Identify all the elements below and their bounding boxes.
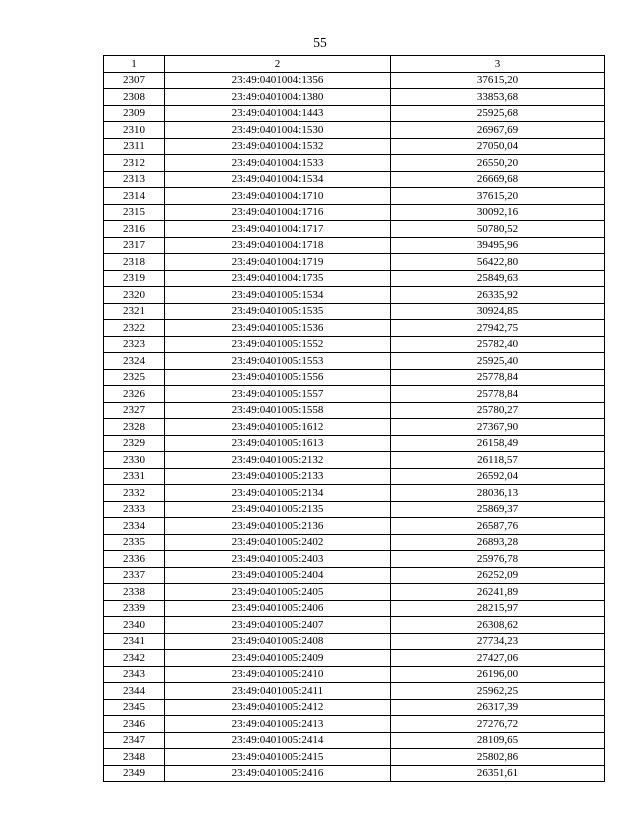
- table-row: [104, 237, 605, 254]
- value-cell: 26550,20: [391, 155, 605, 172]
- value-cell: 25802,86: [391, 749, 605, 766]
- row-number-cell: 2314: [104, 188, 165, 205]
- table-row: [104, 749, 605, 766]
- cadastral-number-cell: 23:49:0401004:1534: [165, 171, 391, 188]
- row-number-cell: 2333: [104, 501, 165, 518]
- value-cell: 37615,20: [391, 188, 605, 205]
- row-number-cell: 2331: [104, 468, 165, 485]
- row-number-cell: 2308: [104, 89, 165, 106]
- table-row: [104, 353, 605, 370]
- table-row: [104, 72, 605, 89]
- row-number-cell: 2311: [104, 138, 165, 155]
- cadastral-number-cell: 23:49:0401004:1710: [165, 188, 391, 205]
- table-row: [104, 452, 605, 469]
- cadastral-number-cell: 23:49:0401004:1443: [165, 105, 391, 122]
- row-number-cell: 2325: [104, 369, 165, 386]
- table-row: [104, 188, 605, 205]
- value-cell: 27427,06: [391, 650, 605, 667]
- table-row: [104, 435, 605, 452]
- table-row: [104, 666, 605, 683]
- value-cell: 26158,49: [391, 435, 605, 452]
- table-row: [104, 386, 605, 403]
- value-cell: 28215,97: [391, 600, 605, 617]
- row-number-cell: 2338: [104, 584, 165, 601]
- cadastral-number-cell: 23:49:0401005:2414: [165, 732, 391, 749]
- value-cell: 26317,39: [391, 699, 605, 716]
- table-row: [104, 699, 605, 716]
- row-number-cell: 2313: [104, 171, 165, 188]
- table-row: [104, 155, 605, 172]
- cadastral-number-cell: 23:49:0401005:2407: [165, 617, 391, 634]
- value-cell: 26196,00: [391, 666, 605, 683]
- cadastral-number-cell: 23:49:0401004:1532: [165, 138, 391, 155]
- cadastral-number-cell: 23:49:0401005:2406: [165, 600, 391, 617]
- cadastral-number-cell: 23:49:0401005:1557: [165, 386, 391, 403]
- cadastral-number-cell: 23:49:0401005:1612: [165, 419, 391, 436]
- cadastral-number-cell: 23:49:0401004:1718: [165, 237, 391, 254]
- row-number-cell: 2343: [104, 666, 165, 683]
- cadastral-number-cell: 23:49:0401005:2411: [165, 683, 391, 700]
- row-number-cell: 2341: [104, 633, 165, 650]
- table-body: [104, 72, 605, 782]
- cadastral-number-cell: 23:49:0401005:1536: [165, 320, 391, 337]
- row-number-cell: 2342: [104, 650, 165, 667]
- cadastral-number-cell: 23:49:0401005:1535: [165, 303, 391, 320]
- value-cell: 27276,72: [391, 716, 605, 733]
- row-number-cell: 2309: [104, 105, 165, 122]
- table-row: [104, 633, 605, 650]
- table-row: [104, 336, 605, 353]
- row-number-cell: 2336: [104, 551, 165, 568]
- row-number-cell: 2328: [104, 419, 165, 436]
- column-header-2: 2: [165, 56, 391, 73]
- value-cell: 26335,92: [391, 287, 605, 304]
- cadastral-number-cell: 23:49:0401004:1380: [165, 89, 391, 106]
- row-number-cell: 2346: [104, 716, 165, 733]
- cadastral-number-cell: 23:49:0401005:2402: [165, 534, 391, 551]
- value-cell: 30092,16: [391, 204, 605, 221]
- table-row: [104, 584, 605, 601]
- cadastral-number-cell: 23:49:0401005:2403: [165, 551, 391, 568]
- row-number-cell: 2317: [104, 237, 165, 254]
- value-cell: 26252,09: [391, 567, 605, 584]
- row-number-cell: 2330: [104, 452, 165, 469]
- table-row: [104, 320, 605, 337]
- cadastral-number-cell: 23:49:0401004:1719: [165, 254, 391, 271]
- row-number-cell: 2315: [104, 204, 165, 221]
- cadastral-number-cell: 23:49:0401005:1613: [165, 435, 391, 452]
- row-number-cell: 2348: [104, 749, 165, 766]
- cadastral-number-cell: 23:49:0401005:2132: [165, 452, 391, 469]
- value-cell: 26308,62: [391, 617, 605, 634]
- row-number-cell: 2337: [104, 567, 165, 584]
- value-cell: 25778,84: [391, 386, 605, 403]
- row-number-cell: 2349: [104, 765, 165, 782]
- value-cell: 26669,68: [391, 171, 605, 188]
- column-header-1: 1: [104, 56, 165, 73]
- row-number-cell: 2316: [104, 221, 165, 238]
- value-cell: 25925,40: [391, 353, 605, 370]
- table-row: [104, 650, 605, 667]
- cadastral-number-cell: 23:49:0401004:1717: [165, 221, 391, 238]
- value-cell: 25782,40: [391, 336, 605, 353]
- table-row: [104, 518, 605, 535]
- table-row: [104, 600, 605, 617]
- cadastral-number-cell: 23:49:0401005:2133: [165, 468, 391, 485]
- cadastral-number-cell: 23:49:0401005:2135: [165, 501, 391, 518]
- row-number-cell: 2324: [104, 353, 165, 370]
- table-header: [104, 56, 605, 73]
- cadastral-number-cell: 23:49:0401004:1533: [165, 155, 391, 172]
- table-row: [104, 105, 605, 122]
- value-cell: 39495,96: [391, 237, 605, 254]
- table-row: [104, 122, 605, 139]
- cadastral-number-cell: 23:49:0401005:2413: [165, 716, 391, 733]
- cadastral-number-cell: 23:49:0401005:1558: [165, 402, 391, 419]
- value-cell: 50780,52: [391, 221, 605, 238]
- row-number-cell: 2344: [104, 683, 165, 700]
- row-number-cell: 2320: [104, 287, 165, 304]
- row-number-cell: 2307: [104, 72, 165, 89]
- table-row: [104, 683, 605, 700]
- table-row: [104, 468, 605, 485]
- cadastral-number-cell: 23:49:0401005:2134: [165, 485, 391, 502]
- cadastral-number-cell: 23:49:0401004:1530: [165, 122, 391, 139]
- value-cell: 25849,63: [391, 270, 605, 287]
- value-cell: 37615,20: [391, 72, 605, 89]
- row-number-cell: 2326: [104, 386, 165, 403]
- value-cell: 26118,57: [391, 452, 605, 469]
- row-number-cell: 2334: [104, 518, 165, 535]
- row-number-cell: 2323: [104, 336, 165, 353]
- value-cell: 26592,04: [391, 468, 605, 485]
- column-header-3: 3: [391, 56, 605, 73]
- value-cell: 26967,69: [391, 122, 605, 139]
- value-cell: 25962,25: [391, 683, 605, 700]
- table-row: [104, 534, 605, 551]
- value-cell: 25780,27: [391, 402, 605, 419]
- table-row: [104, 287, 605, 304]
- table-row: [104, 419, 605, 436]
- row-number-cell: 2310: [104, 122, 165, 139]
- value-cell: 56422,80: [391, 254, 605, 271]
- cadastral-number-cell: 23:49:0401004:1735: [165, 270, 391, 287]
- value-cell: 28109,65: [391, 732, 605, 749]
- table-row: [104, 270, 605, 287]
- cadastral-number-cell: 23:49:0401005:1553: [165, 353, 391, 370]
- table-row: [104, 89, 605, 106]
- value-cell: 25925,68: [391, 105, 605, 122]
- row-number-cell: 2335: [104, 534, 165, 551]
- row-number-cell: 2318: [104, 254, 165, 271]
- row-number-cell: 2340: [104, 617, 165, 634]
- table-row: [104, 171, 605, 188]
- table-row: [104, 716, 605, 733]
- cadastral-number-cell: 23:49:0401005:2409: [165, 650, 391, 667]
- cadastral-number-cell: 23:49:0401005:2408: [165, 633, 391, 650]
- row-number-cell: 2347: [104, 732, 165, 749]
- data-table: [103, 55, 605, 782]
- value-cell: 27942,75: [391, 320, 605, 337]
- row-number-cell: 2321: [104, 303, 165, 320]
- cadastral-number-cell: 23:49:0401005:2416: [165, 765, 391, 782]
- value-cell: 27050,04: [391, 138, 605, 155]
- cadastral-number-cell: 23:49:0401005:1556: [165, 369, 391, 386]
- table-row: [104, 402, 605, 419]
- row-number-cell: 2312: [104, 155, 165, 172]
- value-cell: 26893,28: [391, 534, 605, 551]
- cadastral-number-cell: 23:49:0401005:2136: [165, 518, 391, 535]
- cadastral-number-cell: 23:49:0401004:1356: [165, 72, 391, 89]
- table-row: [104, 501, 605, 518]
- row-number-cell: 2329: [104, 435, 165, 452]
- value-cell: 25976,78: [391, 551, 605, 568]
- table-row: [104, 221, 605, 238]
- row-number-cell: 2345: [104, 699, 165, 716]
- table-row: [104, 369, 605, 386]
- cadastral-number-cell: 23:49:0401005:1552: [165, 336, 391, 353]
- value-cell: 28036,13: [391, 485, 605, 502]
- header-row: [104, 56, 605, 73]
- table-row: [104, 765, 605, 782]
- table-row: [104, 303, 605, 320]
- cadastral-number-cell: 23:49:0401005:2404: [165, 567, 391, 584]
- cadastral-number-cell: 23:49:0401005:2412: [165, 699, 391, 716]
- row-number-cell: 2319: [104, 270, 165, 287]
- row-number-cell: 2327: [104, 402, 165, 419]
- value-cell: 26351,61: [391, 765, 605, 782]
- value-cell: 30924,85: [391, 303, 605, 320]
- table-row: [104, 617, 605, 634]
- value-cell: 27734,23: [391, 633, 605, 650]
- row-number-cell: 2332: [104, 485, 165, 502]
- cadastral-number-cell: 23:49:0401005:1534: [165, 287, 391, 304]
- table-row: [104, 254, 605, 271]
- value-cell: 27367,90: [391, 419, 605, 436]
- table-row: [104, 204, 605, 221]
- value-cell: 33853,68: [391, 89, 605, 106]
- table-row: [104, 732, 605, 749]
- value-cell: 25778,84: [391, 369, 605, 386]
- cadastral-number-cell: 23:49:0401005:2405: [165, 584, 391, 601]
- row-number-cell: 2339: [104, 600, 165, 617]
- page-number: 55: [313, 35, 327, 50]
- table-row: [104, 138, 605, 155]
- cadastral-number-cell: 23:49:0401005:2410: [165, 666, 391, 683]
- table-row: [104, 567, 605, 584]
- value-cell: 25869,37: [391, 501, 605, 518]
- value-cell: 26587,76: [391, 518, 605, 535]
- table-row: [104, 551, 605, 568]
- cadastral-number-cell: 23:49:0401004:1716: [165, 204, 391, 221]
- row-number-cell: 2322: [104, 320, 165, 337]
- value-cell: 26241,89: [391, 584, 605, 601]
- table-row: [104, 485, 605, 502]
- cadastral-number-cell: 23:49:0401005:2415: [165, 749, 391, 766]
